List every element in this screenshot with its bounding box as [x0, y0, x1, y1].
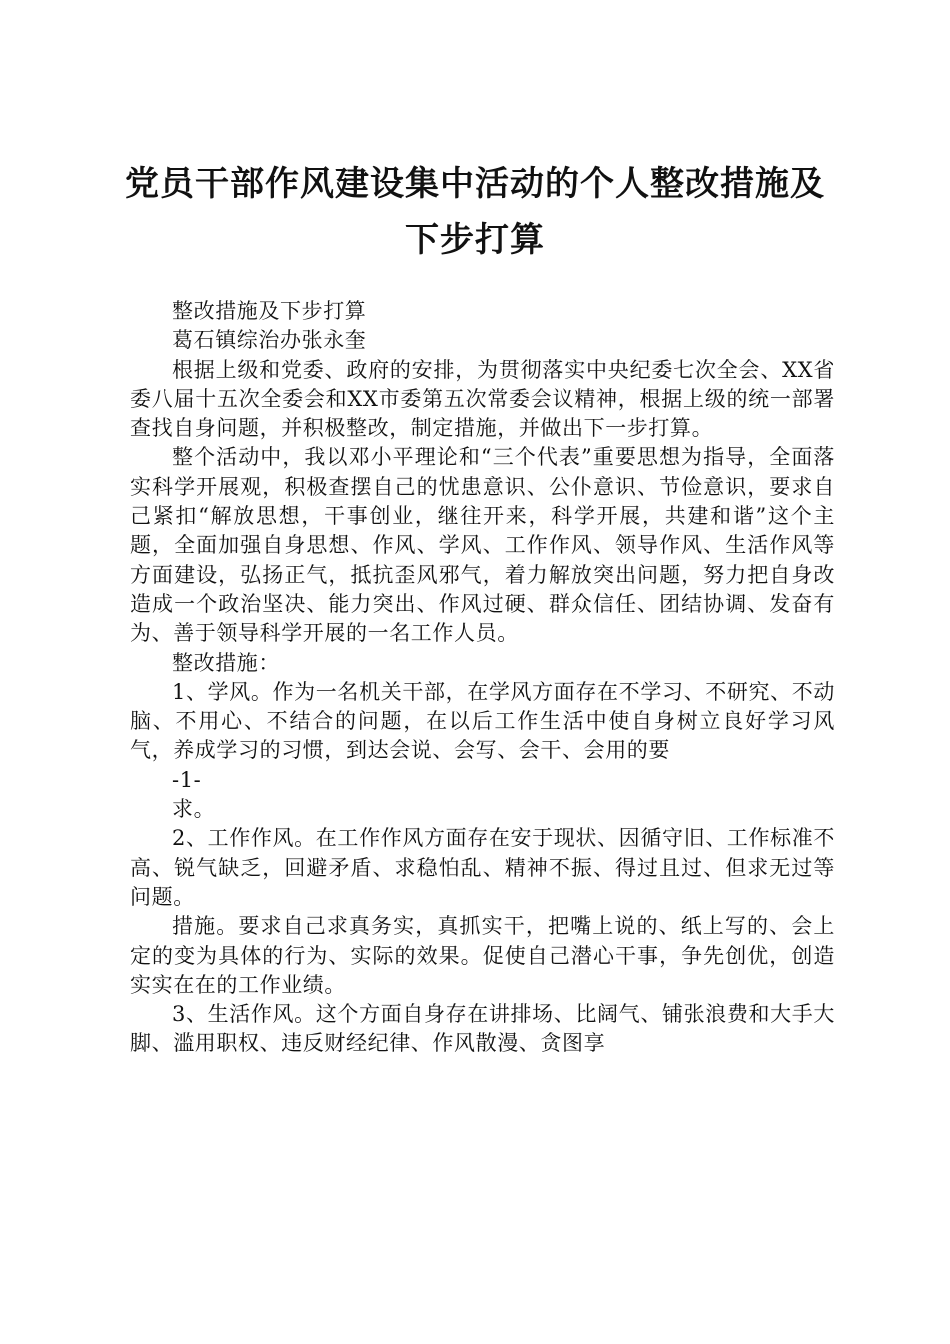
body-paragraph: 2、工作作风。在工作作风方面存在安于现状、因循守旧、工作标准不高、锐气缺乏，回避矛盾、求稳怕乱、精神不振、得过且过、但求无过等问题。 — [130, 826, 835, 909]
body-paragraph: 3、生活作风。这个方面自身存在讲排场、比阔气、铺张浪费和大手大脚、滥用职权、违反财经纪律、作风散漫、贪图享 — [130, 1002, 835, 1056]
document-title-line-2: 下步打算 — [405, 220, 545, 260]
body-paragraph: 措施。要求自己求真务实，真抓实干，把嘴上说的、纸上写的、会上定的变为具体的行为、实际的效果。促使自己潜心干事，争先创优，创造实实在在的工作业绩。 — [130, 914, 835, 997]
body-paragraph: 求。 — [172, 797, 216, 822]
section-heading: 整改措施： — [172, 650, 280, 675]
body-paragraph: 根据上级和党委、政府的安排，为贯彻落实中央纪委七次全会、XX省委八届十五次全委会和XX市委第五次常委会议精神，根据上级的统一部署查找自身问题，并积极整改，制定措施，并做出下一步打算。 — [130, 357, 835, 441]
document-body — [130, 297, 835, 1059]
author-paragraph: 葛石镇综治办张永奎 — [172, 328, 367, 353]
page-number: -1- — [172, 767, 202, 792]
document-title-line-1: 党员干部作风建设集中活动的个人整改措施及 — [125, 164, 825, 204]
body-paragraph: 整个活动中，我以邓小平理论和“三个代表”重要思想为指导，全面落实科学开展观，积极查摆自己的忧患意识、公仆意识、节俭意识，要求自己紧扣“解放思想，干事创业，继往开来，科学开展，共建和谐”这个主题，全面加强自身思想、作风、学风、工作作风、领导作风、生活作风等方面建设，弘扬正气，抵抗歪风邪气，着力解放突出问题，努力把自身改造成一个政治坚决、能力突出、作风过硬、群众信任、团结协调、发奋有为、善于领导科学开展的一名工作人员。 — [130, 445, 835, 646]
body-paragraph: 1、学风。作为一名机关干部，在学风方面存在不学习、不研究、不动脑、不用心、不结合的问题，在以后工作生活中使自身树立良好学习风气，养成学习的习惯，到达会说、会写、会干、会用的要 — [130, 679, 835, 763]
subtitle-paragraph: 整改措施及下步打算 — [172, 299, 367, 323]
